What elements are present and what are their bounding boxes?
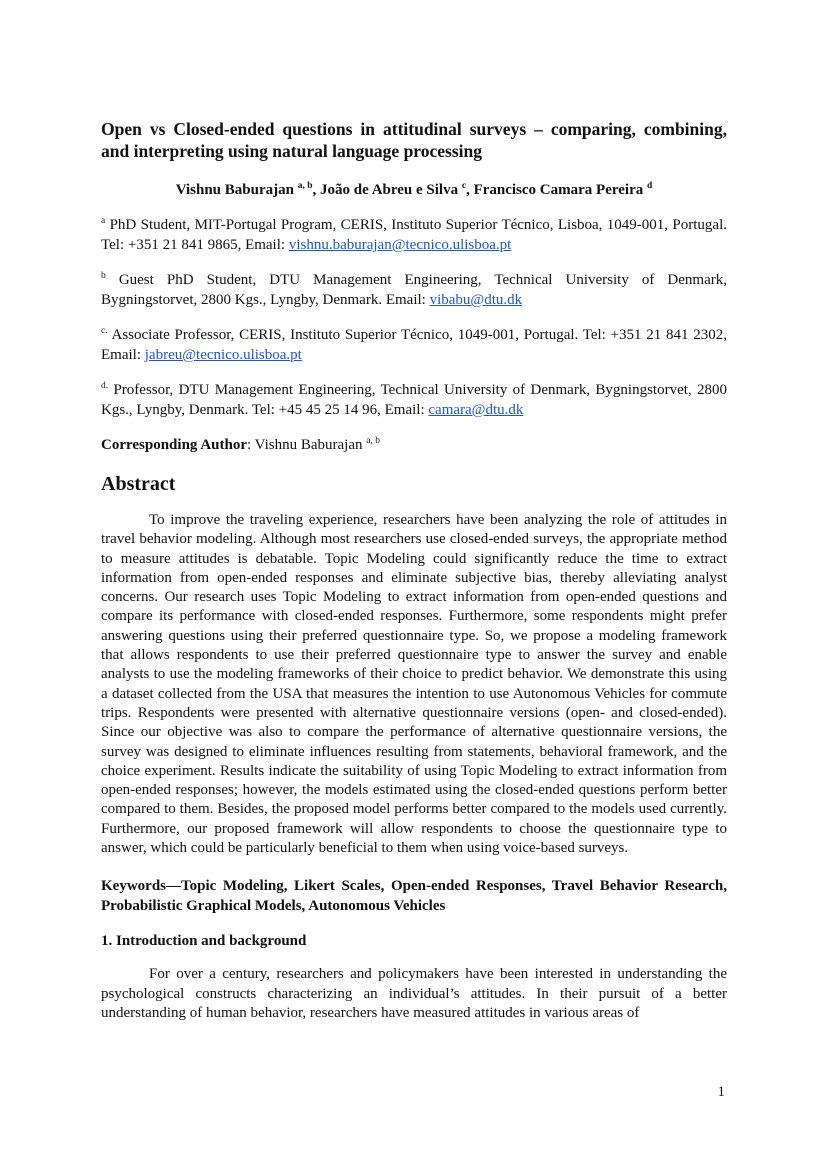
- affiliation-d: [101, 380, 727, 420]
- abstract-text: To improve the traveling experience, researchers have been analyzing the role of attitudes in travel behavior modeling. Although most researchers use closed-ended surveys, the appropriate method to measure attitudes is debatable. Topic Modeling could significantly reduce the time to extract information from open-ended responses and eliminate subjective bias, thereby alleviating analyst concerns. Our research uses Topic Modeling to extract information from open-ended questions and compare its performance with closed-ended responses. Furthermore, some respondents might prefer answering questions using their preferred questionnaire type. So, we propose a modeling framework that allows respondents to use their preferred questionnaire type to answer the survey and enable analysts to use the modeling frameworks of their choice to predict behavior. We demonstrate this using a dataset collected from the USA that measures the intention to use Autonomous Vehicles for commute trips. Respondents were presented with alternative questionnaire versions (open- and closed-ended). Since our objective was also to compare the performance of alternative questionnaire versions, the survey was designed to eliminate influences resulting from statements, behavioral framework, and the choice experiment. Results indicate the suitability of using Topic Modeling to extract information from open-ended responses; however, the models estimated using the closed-ended questions perform better compared to them. Besides, the proposed model performs better compared to the models used currently. Furthermore, our proposed framework will allow respondents to choose the questionnaire type to answer, which could be particularly beneficial to them when using voice-based surveys.: [101, 512, 727, 857]
- paper-title: Open vs Closed-ended questions in attitudinal surveys – comparing, combining, and interpreting using natural language processing: [101, 119, 727, 161]
- author-name: João de Abreu e Silva: [320, 182, 459, 198]
- author-name: Francisco Camara Pereira: [473, 182, 644, 198]
- affiliation-mark: c.: [101, 326, 108, 336]
- affiliation-b: [101, 270, 727, 310]
- section-paragraph: For over a century, researchers and policymakers have been interested in understanding the psychological constructs characterizing an individual’s attitudes. In their pursuit of a better understanding of human behavior, researchers have measured attitudes in various areas of: [101, 966, 727, 1022]
- affiliation-mark: b: [101, 271, 106, 281]
- affiliation-text: PhD Student, MIT-Portugal Program, CERIS, Instituto Superior Técnico, Lisboa, 1049-001, Portugal. Tel: +351 21 841 9865, Email:: [101, 217, 728, 253]
- paper-page: [101, 118, 727, 1024]
- author-line: Vishnu Baburajan $^{a, b}$, João de Abreu e Silva $^c$, Francisco Camara Pereira $^d$: [175, 181, 653, 198]
- keywords: Keywords—Topic Modeling, Likert Scales, Open-ended Responses, Travel Behavior Research, Probabilistic Graphical Models, Autonomous Vehicles: [101, 878, 727, 915]
- email-link[interactable]: camara@dtu.dk: [428, 402, 524, 418]
- corresponding-mark: a, b: [366, 436, 380, 446]
- author-affiliation-mark: a, b: [297, 181, 313, 191]
- author-affiliation-mark: c: [461, 181, 467, 191]
- corresponding-author: [101, 435, 727, 455]
- affiliation-text: Guest PhD Student, DTU Management Engineering, Technical University of Denmark, Bygningstorvet, 2800 Kgs., Lyngby, Denmark. Email:: [101, 272, 727, 308]
- corresponding-name: Vishnu Baburajan: [254, 437, 363, 453]
- corresponding-label: Corresponding Author: [101, 437, 248, 453]
- page-number: 1: [717, 1084, 725, 1100]
- corresponding-separator: :: [247, 437, 255, 453]
- email-link[interactable]: vishnu.baburajan@tecnico.ulisboa.pt: [288, 237, 512, 253]
- affiliation-text: Professor, DTU Management Engineering, Technical University of Denmark, Bygningstorvet, 2800 Kgs., Lyngby, Denmark. Tel: +45 45 25 14 96, Email:: [101, 382, 727, 418]
- author-affiliation-mark: d: [646, 181, 653, 191]
- affiliation-mark: d.: [101, 381, 109, 391]
- email-link[interactable]: jabreu@tecnico.ulisboa.pt: [144, 347, 302, 363]
- author-name: Vishnu Baburajan: [175, 182, 294, 198]
- affiliation-text: Associate Professor, CERIS, Instituto Superior Técnico, 1049-001, Portugal. Tel: +351 21 841 2302, Email:: [101, 327, 727, 363]
- affiliation-a: [101, 215, 727, 255]
- abstract-heading: Abstract: [101, 473, 176, 495]
- email-link[interactable]: vibabu@dtu.dk: [429, 292, 523, 308]
- affiliation-c: [101, 325, 727, 365]
- section-heading: 1. Introduction and background: [101, 933, 307, 950]
- affiliation-mark: a: [101, 216, 106, 226]
